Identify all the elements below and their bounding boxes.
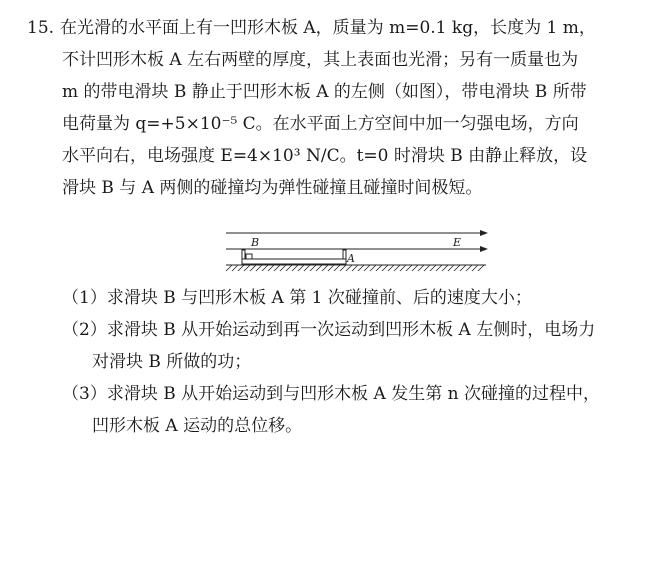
physics-figure: [222, 224, 492, 276]
stem-line-2: 不计凹形木板 A 左右两壁的厚度，其上表面也光滑；另有一质量也为: [62, 50, 579, 70]
field-lines: [226, 230, 488, 252]
field-label-e: E: [453, 236, 462, 249]
part-1: [62, 282, 658, 314]
part-3-text-1: （3）求滑块 B 从开始运动到与凹形木板 A 发生第 n 次碰撞的过程中，: [62, 384, 600, 404]
stem-line-1: 在光滑的水平面上有一凹形木板 A，质量为 m=0.1 kg，长度为 1 m，: [60, 18, 596, 38]
slider-b: [246, 254, 252, 259]
board-label-a: A: [347, 252, 355, 265]
stem-line-4: 电荷量为 q=+5×10⁻⁵ C。在水平面上方空间中加一匀强电场，方向: [62, 114, 579, 134]
ground: [226, 265, 486, 271]
stem-line-3: m 的带电滑块 B 静止于凹形木板 A 的左侧（如图），带电滑块 B 所带: [62, 82, 587, 102]
question-stem: [62, 12, 658, 204]
stem-line-6: 滑块 B 与 A 两侧的碰撞均为弹性碰撞且碰撞时间极短。: [62, 178, 483, 198]
part-2-text-2: 对滑块 B 所做的功；: [92, 352, 252, 372]
part-2-text-1: （2）求滑块 B 从开始运动到再一次运动到凹形木板 A 左侧时，电场力: [62, 320, 596, 340]
part-3: [62, 378, 658, 442]
stem-line-5: 水平向右，电场强度 E=4×10³ N/C。t=0 时滑块 B 由静止释放，设: [62, 146, 588, 166]
slider-label-b: B: [251, 236, 260, 249]
part-2: [62, 314, 658, 378]
part-1-text: （1）求滑块 B 与凹形木板 A 第 1 次碰撞前、后的速度大小；: [62, 288, 532, 308]
part-3-text-2: 凹形木板 A 运动的总位移。: [92, 416, 303, 436]
question-number: 15.: [27, 18, 55, 38]
board-a: [242, 250, 346, 264]
